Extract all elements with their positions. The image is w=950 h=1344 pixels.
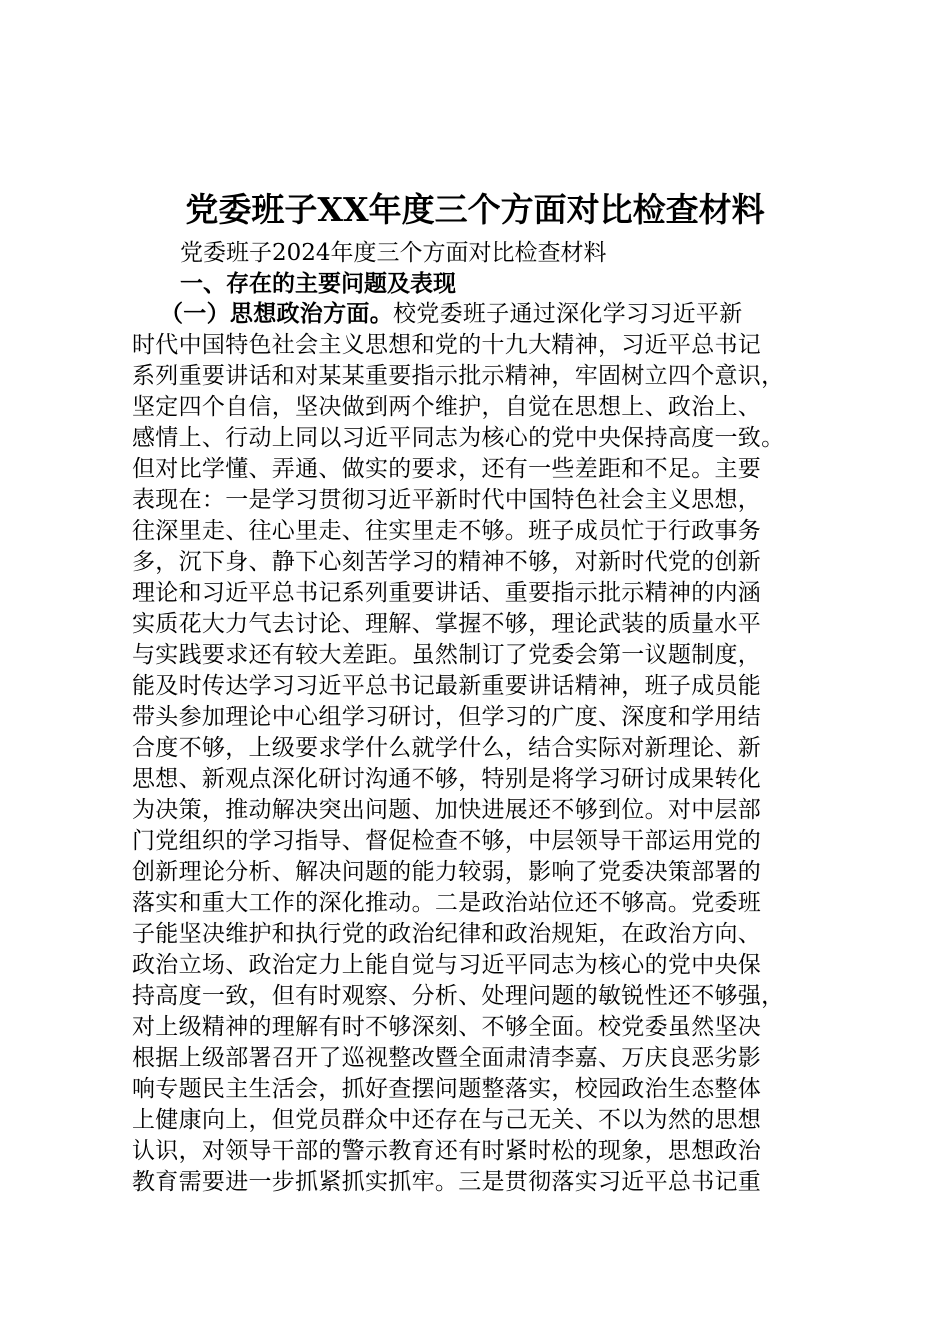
body-line: 能及时传达学习习近平总书记最新重要讲话精神，班子成员能 [132,673,762,699]
body-line: 思想、新观点深化研讨沟通不够，特别是将学习研讨成果转化 [132,766,762,792]
body-line: 理论和习近平总书记系列重要讲话、重要指示批示精神的内涵 [132,580,762,606]
body-line: 多，沉下身、静下心刻苦学习的精神不够，对新时代党的创新 [132,549,762,575]
body-line: 落实和重大工作的深化推动。二是政治站位还不够高。党委班 [132,890,762,916]
body-line: 表现在：一是学习贯彻习近平新时代中国特色社会主义思想， [132,487,762,513]
body-line: 往深里走、往心里走、往实里走不够。班子成员忙于行政事务 [132,518,762,544]
document-subtitle: 党委班子2024年度三个方面对比检查材料 [180,240,607,266]
body-line: 为决策，推动解决突出问题、加快进展还不够到位。对中层部 [132,797,762,823]
body-line: 系列重要讲话和对某某重要指示批示精神，牢固树立四个意识， [132,363,785,389]
body-line: 带头参加理论中心组学习研讨，但学习的广度、深度和学用结 [132,704,762,730]
body-line: 对上级精神的理解有时不够深刻、不够全面。校党委虽然坚决 [132,1014,762,1040]
body-line: 门党组织的学习指导、督促检查不够，中层领导干部运用党的 [132,828,762,854]
body-line-text: 校党委班子通过深化学习习近平新 [393,301,743,327]
body-line: 上健康向上，但党员群众中还存在与己无关、不以为然的思想 [132,1107,762,1133]
body-line: 教育需要进一步抓紧抓实抓牢。三是贯彻落实习近平总书记重 [132,1169,762,1195]
body-line: 实质花大力气去讨论、理解、掌握不够，理论武装的质量水平 [132,611,762,637]
paragraph-heading: （一）思想政治方面。 [160,300,393,327]
body-line: 根据上级部署召开了巡视整改暨全面肃清李嘉、万庆良恶劣影 [132,1045,762,1071]
section-heading: 一、存在的主要问题及表现 [180,270,456,297]
document-title: 党委班子XX年度三个方面对比检查材料 [185,190,765,229]
body-line: 合度不够，上级要求学什么就学什么，结合实际对新理论、新 [132,735,762,761]
body-line: 与实践要求还有较大差距。虽然制订了党委会第一议题制度， [132,642,762,668]
body-line: 坚定四个自信，坚决做到两个维护，自觉在思想上、政治上、 [132,394,762,420]
body-line: 认识，对领导干部的警示教育还有时紧时松的现象，思想政治 [132,1138,762,1164]
body-line: 子能坚决维护和执行党的政治纪律和政治规矩，在政治方向、 [132,921,762,947]
body-line [160,298,743,330]
body-line: 政治立场、政治定力上能自觉与习近平同志为核心的党中央保 [132,952,762,978]
body-line: 创新理论分析、解决问题的能力较弱，影响了党委决策部署的 [132,859,762,885]
body-line: 持高度一致，但有时观察、分析、处理问题的敏锐性还不够强， [132,983,785,1009]
body-line: 感情上、行动上同以习近平同志为核心的党中央保持高度一致。 [132,425,785,451]
body-line: 响专题民主生活会，抓好查摆问题整落实，校园政治生态整体 [132,1076,762,1102]
body-line: 但对比学懂、弄通、做实的要求，还有一些差距和不足。主要 [132,456,762,482]
body-line: 时代中国特色社会主义思想和党的十九大精神，习近平总书记 [132,332,762,358]
